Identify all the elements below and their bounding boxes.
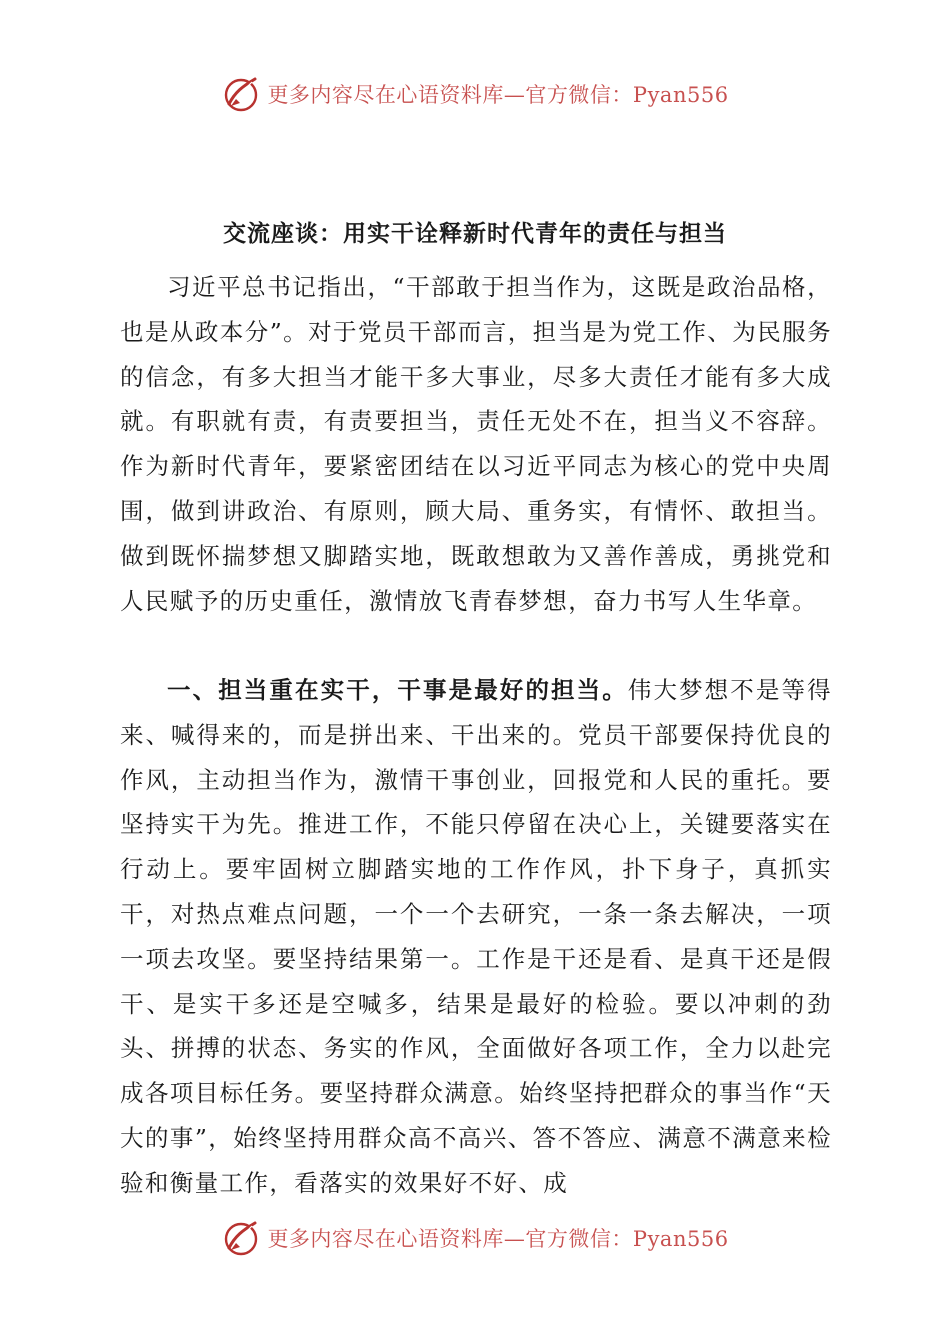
pen-logo-icon: [221, 74, 261, 114]
section-1-body: 伟大梦想不是等得来、喊得来的，而是拼出来、干出来的。党员干部要保持优良的作风，主动担当作为，激情干事创业，回报党和人民的重托。要坚持实干为先。推进工作，不能只停留在决心上，关键要落实在行动上。要牢固树立脚踏实地的工作作风，扑下身子，真抓实干，对热点难点问题，一个一个去研究，一条一条去解决，一项一项去攻坚。要坚持结果第一。工作是干还是看、是真干还是假干、是实干多还是空喊多，结果是最好的检验。要以冲刺的劲头、拼搏的状态、务实的作风，全面做好各项工作，全力以赴完成各项目标任务。要坚持群众满意。始终坚持把群众的事当作“天大的事”，始终坚持用群众高不高兴、答不答应、满意不满意来检验和衡量工作，看落实的效果好不好、成: [120, 676, 833, 1197]
paragraph-1: 习近平总书记指出，“干部敢于担当作为，这既是政治品格，也是从政本分”。对于党员干部而言，担当是为党工作、为民服务的信念，有多大担当才能干多大事业，尽多大责任才能有多大成就。有职就有责，有责要担当，责任无处不在，担当义不容辞。作为新时代青年，要紧密团结在以习近平同志为核心的党中央周围，做到讲政治、有原则，顾大局、重务实，有情怀、敢担当。做到既怀揣梦想又脚踏实地，既敢想敢为又善作善成，勇挑党和人民赋予的历史重任，激情放飞青春梦想，奋力书写人生华章。: [120, 273, 832, 615]
paragraph-2: [120, 668, 832, 1206]
document-title: 交流座谈：用实干诠释新时代青年的责任与担当: [223, 221, 727, 247]
header-banner: [0, 72, 950, 116]
footer-banner-text: 更多内容尽在心语资料库—官方微信：Pyan556: [267, 1227, 729, 1251]
pen-logo-icon: [221, 1218, 261, 1258]
footer-banner: [0, 1216, 950, 1260]
header-banner-text: 更多内容尽在心语资料库—官方微信：Pyan556: [267, 83, 729, 107]
section-1-heading: 一、担当重在实干，干事是最好的担当。: [167, 676, 628, 704]
